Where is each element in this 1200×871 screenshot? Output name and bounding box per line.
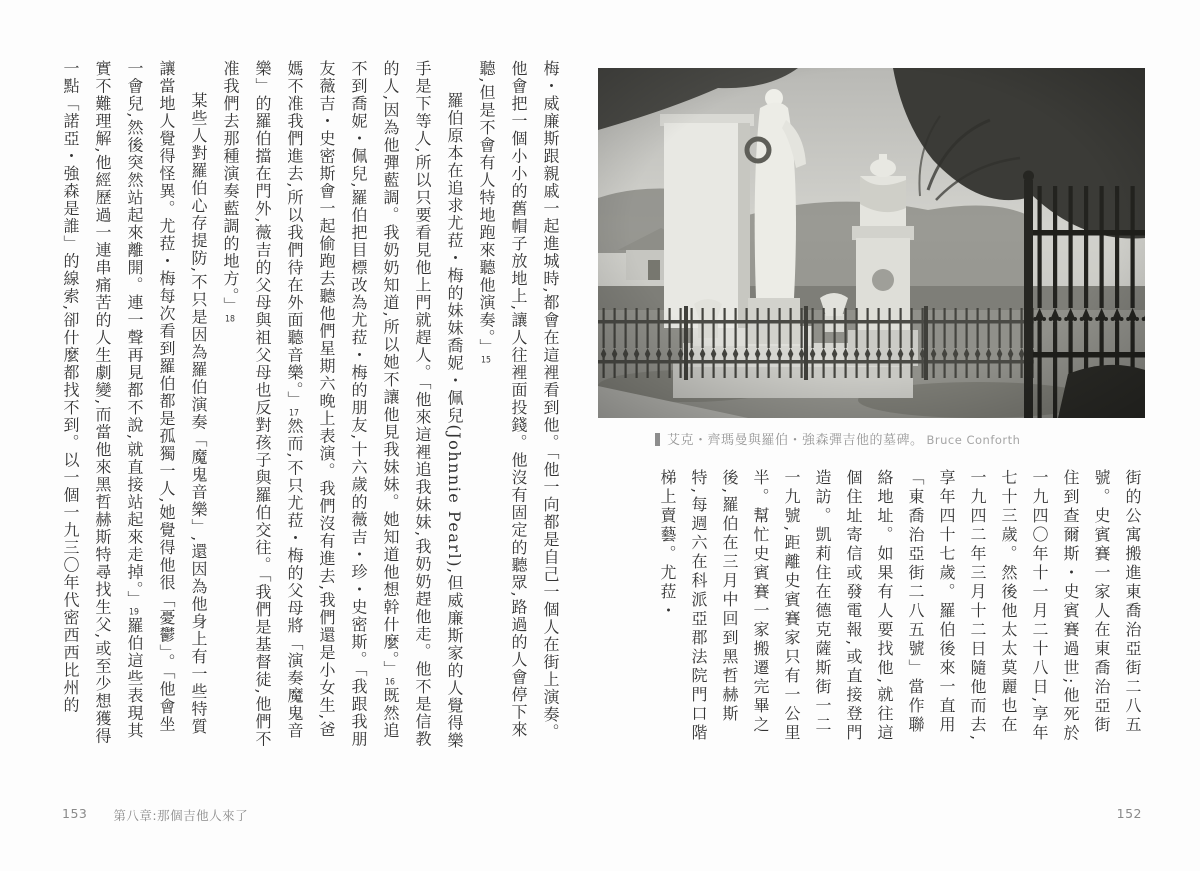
right-page-text — [650, 469, 1148, 751]
cemetery-photo — [598, 68, 1145, 418]
photo-caption — [598, 429, 1145, 448]
footnote-ref: 16 — [385, 677, 395, 687]
caption-text: 艾克・齊瑪曼與羅伯・強森彈吉他的墓碑。 — [667, 433, 924, 448]
footnote-ref: 17 — [289, 408, 299, 418]
left-page-footer — [62, 806, 248, 824]
left-page-number: 153 — [62, 806, 88, 821]
paragraph: 梅・威廉斯跟親戚一起進城時,都會在這裡看到他。「他一向都是自己一個人在街上演奏。他會把一個小小的舊帽子放地上,讓人往裡面投錢。他沒有固定的聽眾,路過的人會停下來聽,但是不會有人特地跑來聽他演奏。」15 — [477, 60, 560, 742]
paragraph: 街的公寓搬進東喬治亞街二八五號。史賓賽一家人在東喬治亞街住到查爾斯・史賓賽過世;他死於一九四〇年十一月二十八日,享年七十三歲。然後他太太莫麗也在一九四二年三月十二日隨他而去,享年四十七歲。羅伯後來一直用「東喬治亞街二八五號」當作聯絡地址。如果有人要找他,就往這個住址寄信或發電報,或直接登門造訪。凱莉住在德克薩斯街一二一九號,距離史賓賽家只有一公里半。幫忙史賓賽一家搬遷完畢之後,羅伯在三月中回到黑哲赫斯特,每週六在科派亞郡法院門口階梯上賣藝。尤菈・ — [658, 469, 1142, 744]
paragraph: 某些人對羅伯心存提防,不只是因為羅伯演奏「魔鬼音樂」,還因為他身上有一些特質讓當地人覺得怪異。尤菈・梅每次看到羅伯都是孤獨一人,她覺得他很「憂鬱」。「他會坐一會兒,然後突然站起來離開。連一聲再見都不說,就直接站起來走掉。」19羅伯這些表現其實不難理解,他經歷過一連串痛苦的人生劇變,而當他來黑哲赫斯特尋找生父,或至少想獲得一點「諾亞・強森是誰」的線索,卻什麼都找不到。以一個一九三〇年代密西西比州的 — [61, 60, 208, 745]
left-page-text — [54, 60, 566, 750]
caption-marker-icon — [655, 433, 660, 446]
footnote-ref: 15 — [481, 356, 491, 366]
caption-credit: Bruce Conforth — [926, 433, 1021, 447]
vignette — [598, 68, 1145, 418]
paragraph: 羅伯原本在追求尤菈・梅的妹妹喬妮・佩兒(Johnnie Pearl),但威廉斯家的人覺得樂手是下等人,所以只要看見他上門就趕人。「他來這裡追我妹妹,我奶奶趕他走。他不是信教的人,因為他彈藍調。我奶奶知道,所以她不讓他見我妹妹。她知道他想幹什麼。」16既然追不到喬妮・佩兒,羅伯把目標改為尤菈・梅的朋友,十六歲的薇吉・珍・史密斯。「我跟我朋友薇吉・史密斯會一起偷跑去聽他們星期六晚上表演。我們沒有進去,我們還是小女生,爸媽不准我們進去,所以我們待在外面聽音樂。」17然而,不只尤菈・梅的父母將「演奏魔鬼音樂」的羅伯擋在門外,薇吉的父母與祖父母也反對孩子與羅伯交往。「我們是基督徒,他們不准我們去那種演奏藍調的地方。」18 — [221, 60, 464, 750]
chapter-title: 第八章:那個吉他人來了 — [113, 808, 249, 823]
right-page-footer — [1117, 806, 1142, 821]
footnote-ref: 19 — [129, 607, 139, 617]
right-page-number: 152 — [1116, 806, 1142, 821]
footnote-ref: 18 — [225, 314, 235, 324]
